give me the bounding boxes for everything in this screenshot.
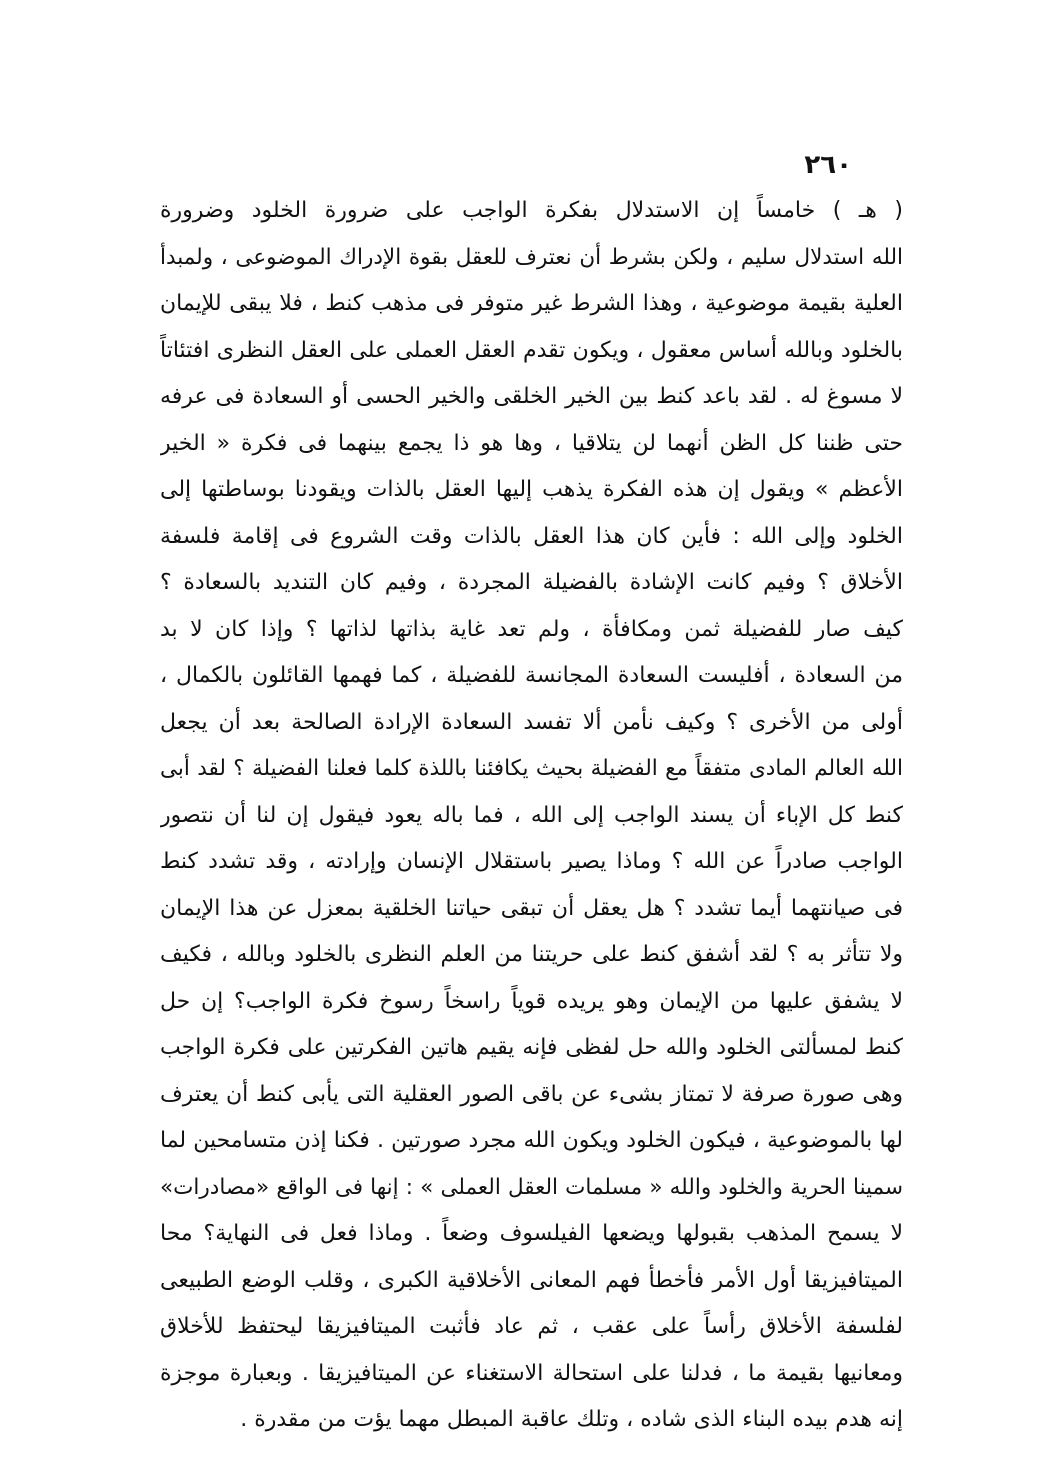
text-line: لا يسمح المذهب بقبولها ويضعها الفيلسوف وضعاً . وماذا فعل فى النهاية؟ محا: [160, 1221, 903, 1246]
text-line: فى صيانتهما أيما تشدد ؟ هل يعقل أن تبقى حياتنا الخلقية بمعزل عن هذا الإيمان: [160, 895, 903, 921]
text-line: الواجب صادراً عن الله ؟ وماذا يصير باستقلال الإنسان وإرادته ، وقد تشدد كنط: [160, 849, 903, 874]
body-text: [160, 188, 903, 1444]
text-line: حتى ظننا كل الظن أنهما لن يتلاقيا ، وها هو ذا يجمع بينهما فى فكرة « الخير: [160, 430, 903, 456]
text-line: ولا تتأثر به ؟ لقد أشفق كنط على حريتنا من العلم النظرى بالخلود وبالله ، فكيف: [160, 942, 903, 967]
text-line: وهى صورة صرفة لا تمتاز بشىء عن باقى الصور العقلية التى يأبى كنط أن يعترف: [160, 1081, 903, 1107]
text-line: بالخلود وبالله أساس معقول ، ويكون تقدم العقل العملى على العقل النظرى افتئاتاً: [160, 337, 903, 363]
text-line: العلية بقيمة موضوعية ، وهذا الشرط غير متوفر فى مذهب كنط ، فلا يبقى للإيمان: [160, 291, 903, 316]
text-line: لها بالموضوعية ، فيكون الخلود ويكون الله مجرد صورتين . فكنا إذن متسامحين لما: [160, 1128, 903, 1153]
text-line: سمينا الحرية والخلود والله « مسلمات العقل العملى » : إنها فى الواقع «مصادرات»: [160, 1174, 903, 1200]
text-line: كنط كل الإباء أن يسند الواجب إلى الله ، فما باله يعود فيقول إن لنا أن نتصور: [160, 802, 903, 828]
page-number: ٢٦٠: [804, 150, 852, 180]
text-line: لا مسوغ له . لقد باعد كنط بين الخير الخلقى والخير الحسى أو السعادة فى عرفه: [160, 384, 903, 409]
text-line: لا يشفق عليها من الإيمان وهو يريده قوياً راسخاً رسوخ فكرة الواجب؟ إن حل: [160, 988, 903, 1014]
text-line: الأخلاق ؟ وفيم كانت الإشادة بالفضيلة المجردة ، وفيم كان التنديد بالسعادة ؟: [160, 570, 903, 595]
text-line: الله استدلال سليم ، ولكن بشرط أن نعترف للعقل بقوة الإدراك الموضوعى ، ولمبدأ: [160, 244, 903, 270]
text-line: الخلود وإلى الله : فأين كان هذا العقل بالذات وقت الشروع فى إقامة فلسفة: [160, 523, 903, 549]
text-line: ومعانيها بقيمة ما ، فدلنا على استحالة الاستغناء عن الميتافيزيقا . وبعبارة موجزة: [160, 1360, 903, 1386]
text-line: من السعادة ، أفليست السعادة المجانسة للفضيلة ، كما فهمها القائلون بالكمال ،: [160, 663, 903, 688]
text-line: لفلسفة الأخلاق رأساً على عقب ، ثم عاد فأثبت الميتافيزيقا ليحتفظ للأخلاق: [160, 1314, 903, 1339]
text-line: الميتافيزيقا أول الأمر فأخطأ فهم المعانى الأخلاقية الكبرى ، وقلب الوضع الطبيعى: [160, 1267, 903, 1293]
text-line: أولى من الأخرى ؟ وكيف نأمن ألا تفسد السعادة الإرادة الصالحة بعد أن يجعل: [160, 709, 903, 735]
text-line: كيف صار للفضيلة ثمن ومكافأة ، ولم تعد غاية بذاتها لذاتها ؟ وإذا كان لا بد: [160, 616, 903, 642]
text-line: الله العالم المادى متفقاً مع الفضيلة بحيث يكافئنا باللذة كلما فعلنا الفضيلة ؟ لقد أبى: [160, 756, 903, 781]
text-line: الأعظم » ويقول إن هذه الفكرة يذهب إليها العقل بالذات ويقودنا بوساطتها إلى: [160, 477, 903, 502]
text-line: ( هـ ) خامساً إن الاستدلال بفكرة الواجب على ضرورة الخلود وضرورة: [160, 198, 903, 223]
text-line: إنه هدم بيده البناء الذى شاده ، وتلك عاقبة المبطل مهما يؤت من مقدرة .: [240, 1407, 903, 1432]
text-line: كنط لمسألتى الخلود والله حل لفظى فإنه يقيم هاتين الفكرتين على فكرة الواجب: [160, 1035, 903, 1060]
